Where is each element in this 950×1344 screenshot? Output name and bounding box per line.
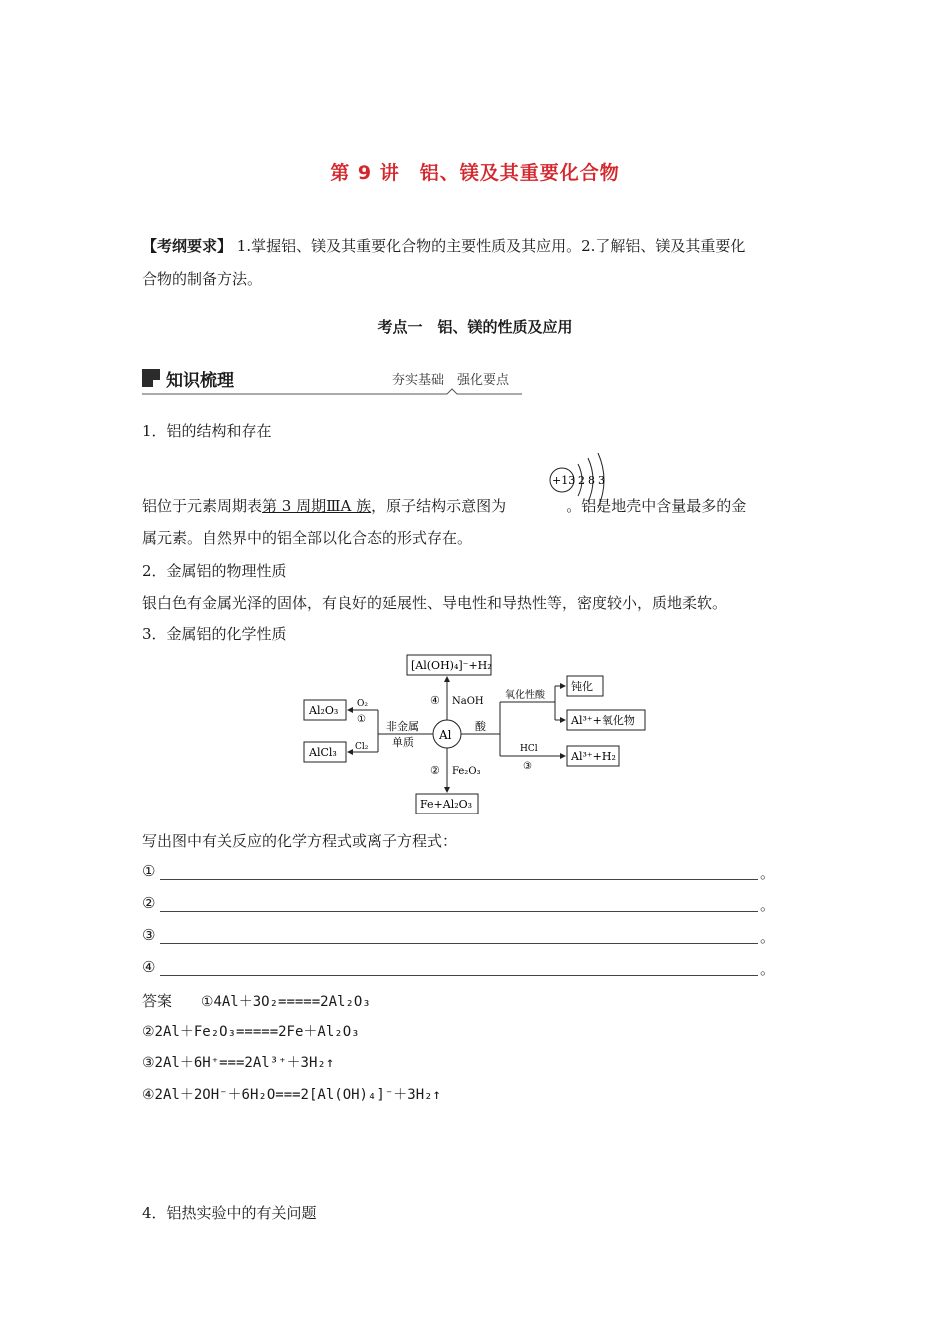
answer-1: ①4Al＋3O₂=====2Al₂O₃ [200,994,371,1010]
s2-paragraph: 银白色有金属光泽的固体，有良好的延展性、导电性和导热性等，密度较小，质地柔软。 [142,594,728,612]
atom-nucleus: +13 [552,474,576,487]
answer-3: ③2Al＋6H⁺===2Al³⁺＋3H₂↑ [142,1055,335,1071]
top-num: ④ [430,694,440,707]
s1-p1-post: 。铝是地壳中含量最多的金 [566,497,747,515]
answer-4: ④2Al＋2OH⁻＋6H₂O===2[Al(OH)₄]⁻＋3H₂↑ [142,1087,441,1103]
left-box-2: AlCl₃ [309,746,337,759]
requirements-line-1: 1.掌握铝、镁及其重要化合物的主要性质及其应用。2.了解铝、镁及其重要化 [236,237,746,255]
atom-shell-3: 3 [598,474,605,487]
section-subtitle: 夯实基础 强化要点 [392,373,510,388]
blank-2-end: 。 [760,896,776,914]
s1-heading: 1．铝的结构和存在 [142,422,272,440]
right-sub-1: 氧化性酸 [505,690,545,701]
section-square-icon [142,369,160,387]
center-al: Al [439,728,452,742]
blank-1-num: ① [142,862,156,880]
section-label: 知识梳理 [166,371,234,391]
right-box-3: Al³⁺+H₂ [571,750,616,763]
right-box-1: 钝化 [571,680,593,693]
blank-4-line[interactable] [160,974,758,976]
blank-2-num: ② [142,894,156,912]
left-label-1: 非金属 [386,720,419,733]
blank-3-end: 。 [760,928,776,946]
blank-1-line[interactable] [160,878,758,880]
left-box-1: Al₂O₃ [309,704,339,717]
top-box: [Al(OH)₄]⁻+H₂ [411,659,492,672]
s2-heading: 2．金属铝的物理性质 [142,562,287,580]
right-label: 酸 [475,720,486,733]
right-box-2: Al³⁺+氧化物 [571,714,635,727]
right-num-3: ③ [523,761,532,772]
answer-label: 答案 [142,992,173,1010]
s1-p1-underlined: 第 3 周期ⅢA 族 [262,497,372,515]
blank-3-num: ③ [142,926,156,944]
blank-2-line[interactable] [160,910,758,912]
requirements-line-2: 合物的制备方法。 [142,270,263,288]
aluminum-reaction-diagram [300,654,660,818]
left-num-1: ① [357,714,366,725]
kaodian-title: 考点一 铝、镁的性质及应用 [377,318,573,336]
atom-shell-1: 2 [578,474,585,487]
bottom-box: Fe+Al₂O₃ [420,798,473,811]
blank-4-end: 。 [760,960,776,978]
top-reagent: NaOH [452,696,484,707]
blank-3-line[interactable] [160,942,758,944]
s3-prompt: 写出图中有关反应的化学方程式或离子方程式： [142,832,458,850]
left-reagent-2: Cl₂ [355,742,369,752]
atom-shell-2: 8 [588,474,595,487]
bottom-num: ② [430,764,440,777]
syllabus-requirements [142,230,822,296]
section-divider [142,388,522,398]
answer-1-row [142,990,371,1011]
s1-p1-mid: ，原子结构示意图为 [371,497,507,515]
answer-2: ②2Al＋Fe₂O₃=====2Fe＋Al₂O₃ [142,1024,360,1040]
s4-heading: 4．铝热实验中的有关问题 [142,1204,317,1222]
right-reagent-3: HCl [520,744,538,754]
requirements-tag: 【考纲要求】 [142,237,233,255]
left-reagent-1: O₂ [357,699,368,709]
bottom-reagent: Fe₂O₃ [452,766,481,777]
s1-paragraph-2: 属元素。自然界中的铝全部以化合态的形式存在。 [142,529,473,547]
left-label-2: 单质 [392,736,414,749]
s1-p1-pre: 铝位于元素周期表 [142,497,263,515]
blank-1-end: 。 [760,864,776,882]
blank-4-num: ④ [142,958,156,976]
s3-heading: 3．金属铝的化学性质 [142,625,287,643]
page-title: 第 9 讲 铝、镁及其重要化合物 [330,162,620,184]
section-header [142,366,522,396]
s1-paragraph-1 [142,495,746,516]
